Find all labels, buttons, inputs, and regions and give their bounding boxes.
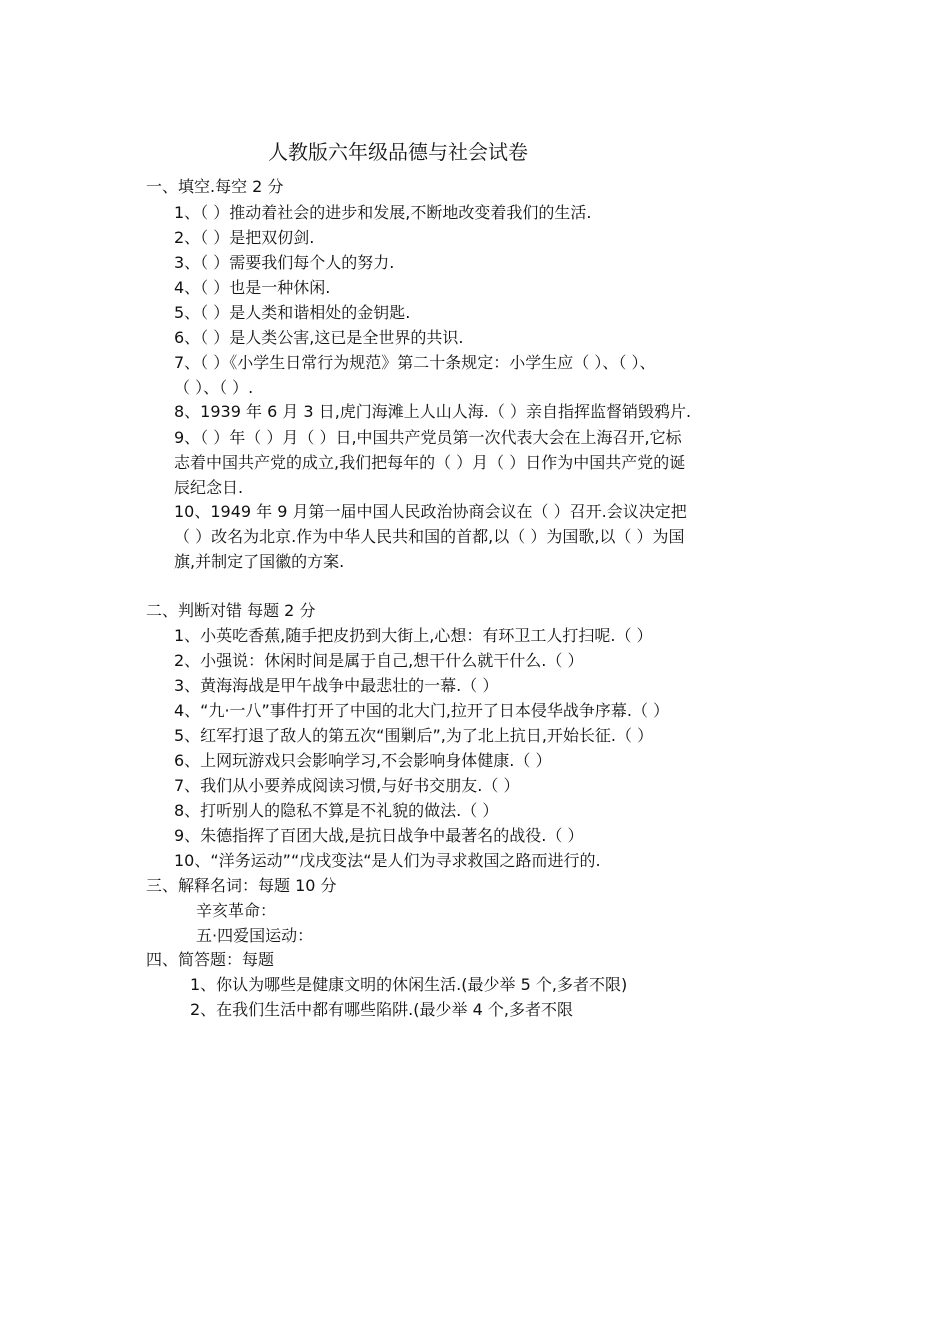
question-line: 辰纪念日.: [174, 478, 244, 497]
term-line: 辛亥革命：: [196, 901, 277, 920]
question-line: 志着中国共产党的成立,我们把每年的（ ）月（ ）日作为中国共产党的诞: [174, 453, 686, 472]
question-line: 1、你认为哪些是健康文明的休闲生活.(最少举 5 个,多者不限): [190, 975, 628, 994]
question-line: 9、（ ）年（ ）月（ ）日,中国共产党员第一次代表大会在上海召开,它标: [174, 428, 682, 447]
question-line: 9、朱德指挥了百团大战,是抗日战争中最著名的战役.（ ）: [174, 826, 584, 845]
question-line: 2、在我们生活中都有哪些陷阱.(最少举 4 个,多者不限: [190, 1000, 573, 1019]
section-heading-true-false: 二、判断对错 每题 2 分: [146, 601, 316, 620]
question-line: 8、1939 年 6 月 3 日,虎门海滩上人山人海.（ ）亲自指挥监督销毁鸦片.: [174, 402, 692, 421]
page-title: 人教版六年级品德与社会试卷: [268, 140, 528, 164]
question-line: 7、（ ）《小学生日常行为规范》第二十条规定：小学生应（ ）、（ ）、: [174, 353, 656, 372]
question-line: 4、（ ）也是一种休闲.: [174, 278, 331, 297]
question-line: （ ）改名为北京.作为中华人民共和国的首都,以（ ）为国歌,以（ ）为国: [174, 527, 685, 546]
section-heading-definitions: 三、解释名词：每题 10 分: [146, 876, 337, 895]
question-line: 2、（ ）是把双仞剑.: [174, 228, 315, 247]
question-line: 旗,并制定了国徽的方案.: [174, 552, 345, 571]
section-heading-fill-blank: 一、填空.每空 2 分: [146, 177, 284, 196]
question-line: 3、黄海海战是甲午战争中最悲壮的一幕.（ ）: [174, 676, 499, 695]
question-line: 1、（ ）推动着社会的进步和发展,不断地改变着我们的生活.: [174, 203, 592, 222]
question-line: （ ）、（ ）.: [174, 378, 254, 397]
question-line: 1、小英吃香蕉,随手把皮扔到大街上,心想：有环卫工人打扫呢.（ ）: [174, 626, 653, 645]
question-line: 8、打听别人的隐私不算是不礼貌的做法.（ ）: [174, 801, 499, 820]
question-line: 6、（ ）是人类公害,这已是全世界的共识.: [174, 328, 464, 347]
term-line: 五·四爱国运动：: [196, 926, 314, 945]
question-line: 10、“洋务运动”“戊戌变法“是人们为寻求救国之路而进行的.: [174, 851, 601, 870]
question-line: 6、上网玩游戏只会影响学习,不会影响身体健康.（ ）: [174, 751, 552, 770]
question-line: 4、“九·一八”事件打开了中国的北大门,拉开了日本侵华战争序幕.（ ）: [174, 701, 670, 720]
question-line: 5、红军打退了敌人的第五次“围剿后”,为了北上抗日,开始长征.（ ）: [174, 726, 654, 745]
question-line: 3、（ ）需要我们每个人的努力.: [174, 253, 395, 272]
question-line: 10、1949 年 9 月第一届中国人民政治协商会议在（ ）召开.会议决定把: [174, 502, 687, 521]
question-line: 2、小强说：休闲时间是属于自己,想干什么就干什么.（ ）: [174, 651, 584, 670]
question-line: 5、（ ）是人类和谐相处的金钥匙.: [174, 303, 411, 322]
question-line: 7、我们从小要养成阅读习惯,与好书交朋友.（ ）: [174, 776, 520, 795]
section-heading-short-answer: 四、简答题：每题: [146, 950, 275, 969]
